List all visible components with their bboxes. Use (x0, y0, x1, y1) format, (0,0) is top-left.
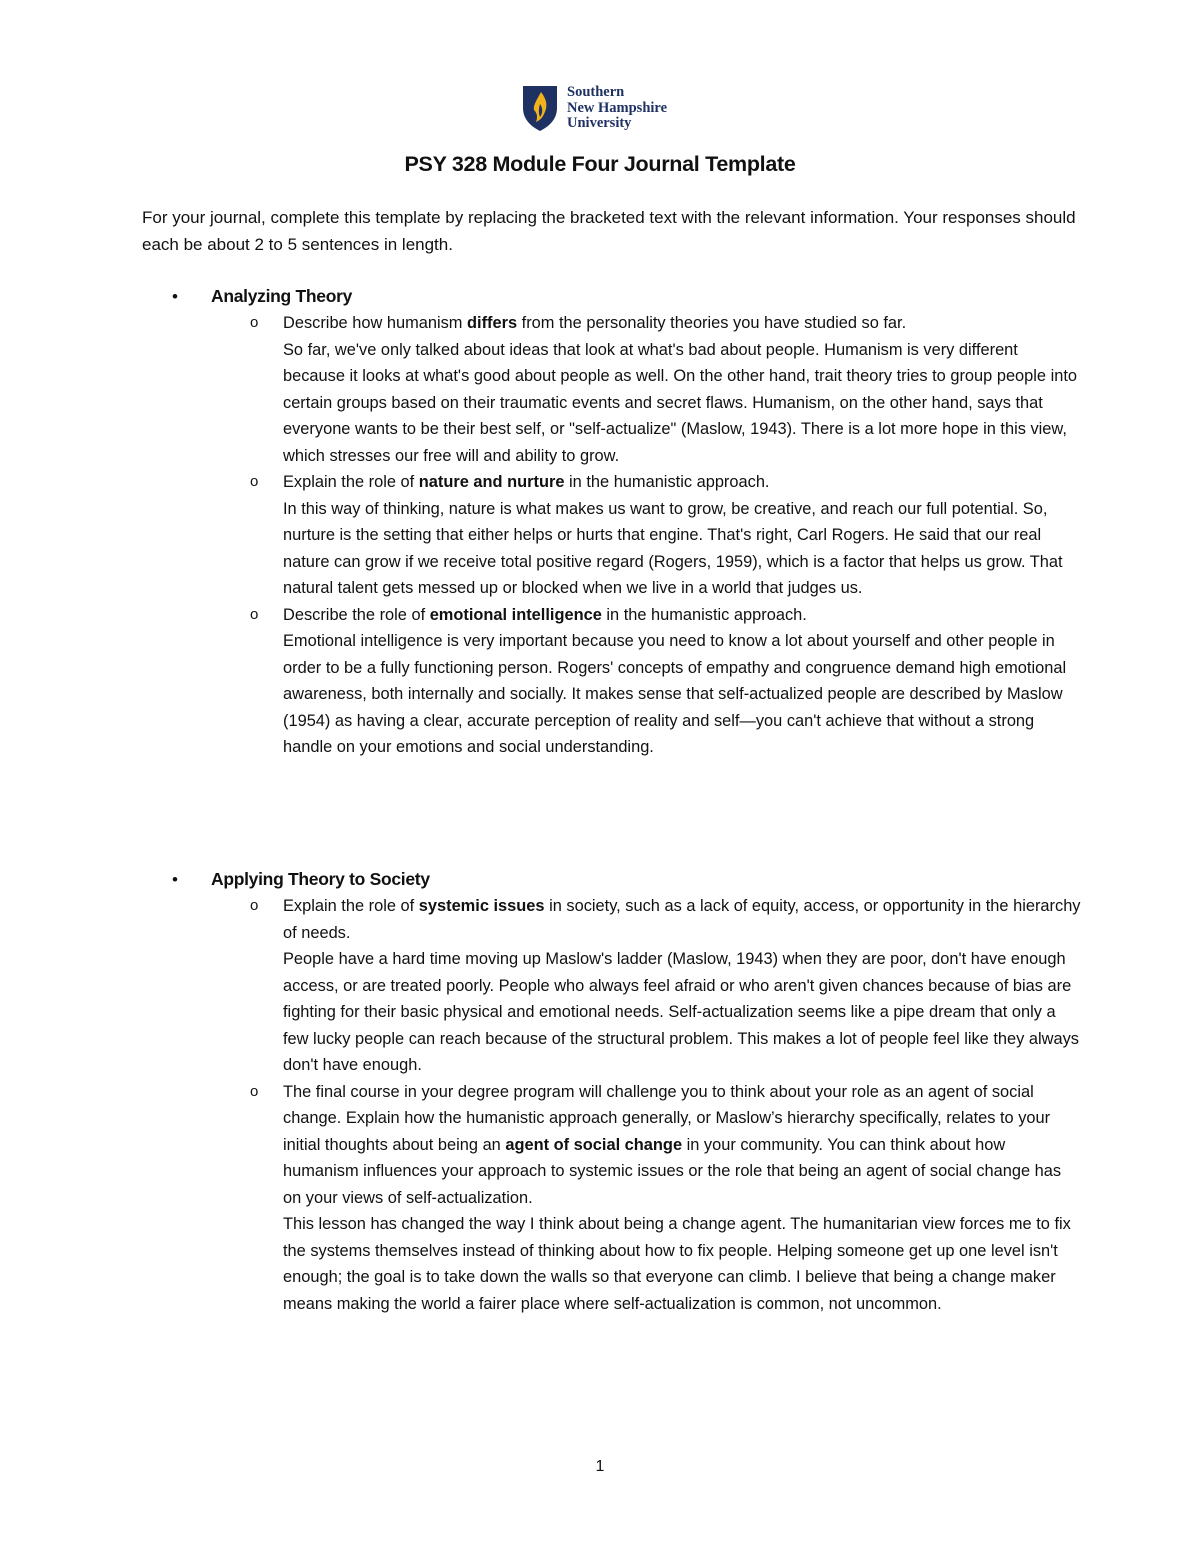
bullet-icon: • (172, 870, 178, 889)
list-item (142, 893, 1082, 1079)
sub-bullet-icon: o (250, 897, 259, 914)
response-text: Emotional intelligence is very important because you need to know a lot about yourself and other people in order to be a fully functioning person. Rogers' concepts of empathy and congruence demand high emotional awareness, both internally and socially. It makes sense that self-actualized people are described by Maslow (1954) as having a clear, accurate perception of reality and self—you can't achieve that without a strong handle on your emotions and social understanding. (283, 632, 1067, 756)
logo-line-2: New Hampshire (567, 99, 668, 116)
section-analyzing-theory (142, 283, 1082, 761)
prompt-text-after: in the humanistic approach. (564, 473, 770, 491)
prompt-text-before: Describe the role of (283, 605, 430, 624)
list-item (142, 1079, 1082, 1318)
section-heading (142, 283, 1082, 310)
prompt-text-after: in your community. You can think about how humanism influences your approach to systemic issues or the role that being an agent of social change has on your views of self-actualization. (283, 1135, 1062, 1207)
prompt-text-before: Explain the role of (283, 473, 419, 491)
prompt-text-before: Explain the role of (283, 897, 419, 915)
response-text: People have a hard time moving up Maslow's ladder (Maslow, 1943) when they are poor, don't have enough access, or are treated poorly. People who always feel afraid or who aren't given chances because of bias are fighting for their basic physical and emotional needs. Self-actualization seems like a pipe dream that only a few lucky people can reach because of the structural problem. This makes a lot of people feel like they always don't have enough. (283, 950, 1079, 1074)
prompt-keyword: systemic issues (418, 897, 545, 915)
response-text: So far, we've only talked about ideas that look at what's bad about people. Humanism is very different because it looks at what's good about people as well. On the other hand, trait theory tries to group people into certain groups based on their traumatic events and secret flaws. Humanism, on the other hand, says that everyone wants to be their best self, or "self-actualize" (Maslow, 1943). There is a lot more hope in this view, which stresses our free will and ability to grow. (283, 340, 1078, 465)
prompt-text-after: in the humanistic approach. (601, 605, 807, 624)
bullet-icon: • (172, 287, 178, 306)
logo-line-3: University (567, 115, 632, 131)
section-applying-theory (142, 866, 1082, 1317)
prompt-text-after: in society, such as a lack of equity, access, or opportunity in the hierarchy of needs. (283, 897, 1081, 942)
prompt-text-after: from the personality theories you have studied so far. (517, 314, 907, 332)
prompt-keyword: agent of social change (505, 1135, 683, 1154)
prompt-keyword: nature and nurture (418, 473, 565, 491)
section-title: Analyzing Theory (211, 286, 353, 306)
list-item (142, 602, 1082, 761)
prompt-text (283, 602, 1082, 629)
section-heading (142, 866, 1082, 893)
section-title: Applying Theory to Society (211, 869, 430, 889)
prompt-text (283, 893, 1082, 946)
prompt-text-before: The final course in your degree program will challenge you to think about your role as an agent of social change. Explain how the humanistic approach generally, or Maslow’s hierarchy specifically, relates to your initial thoughts about being an (283, 1082, 1051, 1154)
university-logo (521, 84, 721, 134)
list-item (142, 310, 1082, 469)
sub-bullet-icon: o (250, 314, 259, 331)
prompt-text (283, 310, 1082, 337)
prompt-keyword: emotional intelligence (429, 605, 602, 624)
sub-bullet-icon: o (250, 1082, 259, 1100)
prompt-text (283, 469, 1082, 496)
intro-paragraph: For your journal, complete this template by replacing the bracketed text with the relevant information. Your responses should each be about 2 to 5 sentences in length. (142, 208, 1076, 254)
page-number: 1 (595, 1458, 605, 1475)
prompt-text-before: Describe how humanism (283, 314, 468, 332)
document-title: PSY 328 Module Four Journal Template (404, 152, 796, 176)
prompt-keyword: differs (467, 314, 518, 332)
sub-bullet-icon: o (250, 605, 259, 623)
logo-line-1: Southern (567, 84, 625, 100)
shield-flame-icon (521, 84, 559, 132)
response-text: In this way of thinking, nature is what makes us want to grow, be creative, and reach our full potential. So, nurture is the setting that either helps or hurts that engine. That's right, Carl Rogers. He said that our real nature can grow if we receive total positive regard (Rogers, 1959), which is a factor that helps us grow. That natural talent gets messed up or blocked when we live in a world that judges us. (283, 499, 1063, 597)
response-text: This lesson has changed the way I think about being a change agent. The humanitarian view forces me to fix the systems themselves instead of thinking about how to fix people. Helping someone get up one level isn't enough; the goal is to take down the walls so that everyone can climb. I believe that being a change maker means making the world a fairer place where self-actualization is common, not uncommon. (283, 1215, 1071, 1313)
prompt-text (283, 1079, 1082, 1212)
list-item (142, 469, 1082, 602)
logo-wordmark (567, 85, 667, 132)
sub-bullet-icon: o (250, 473, 259, 490)
